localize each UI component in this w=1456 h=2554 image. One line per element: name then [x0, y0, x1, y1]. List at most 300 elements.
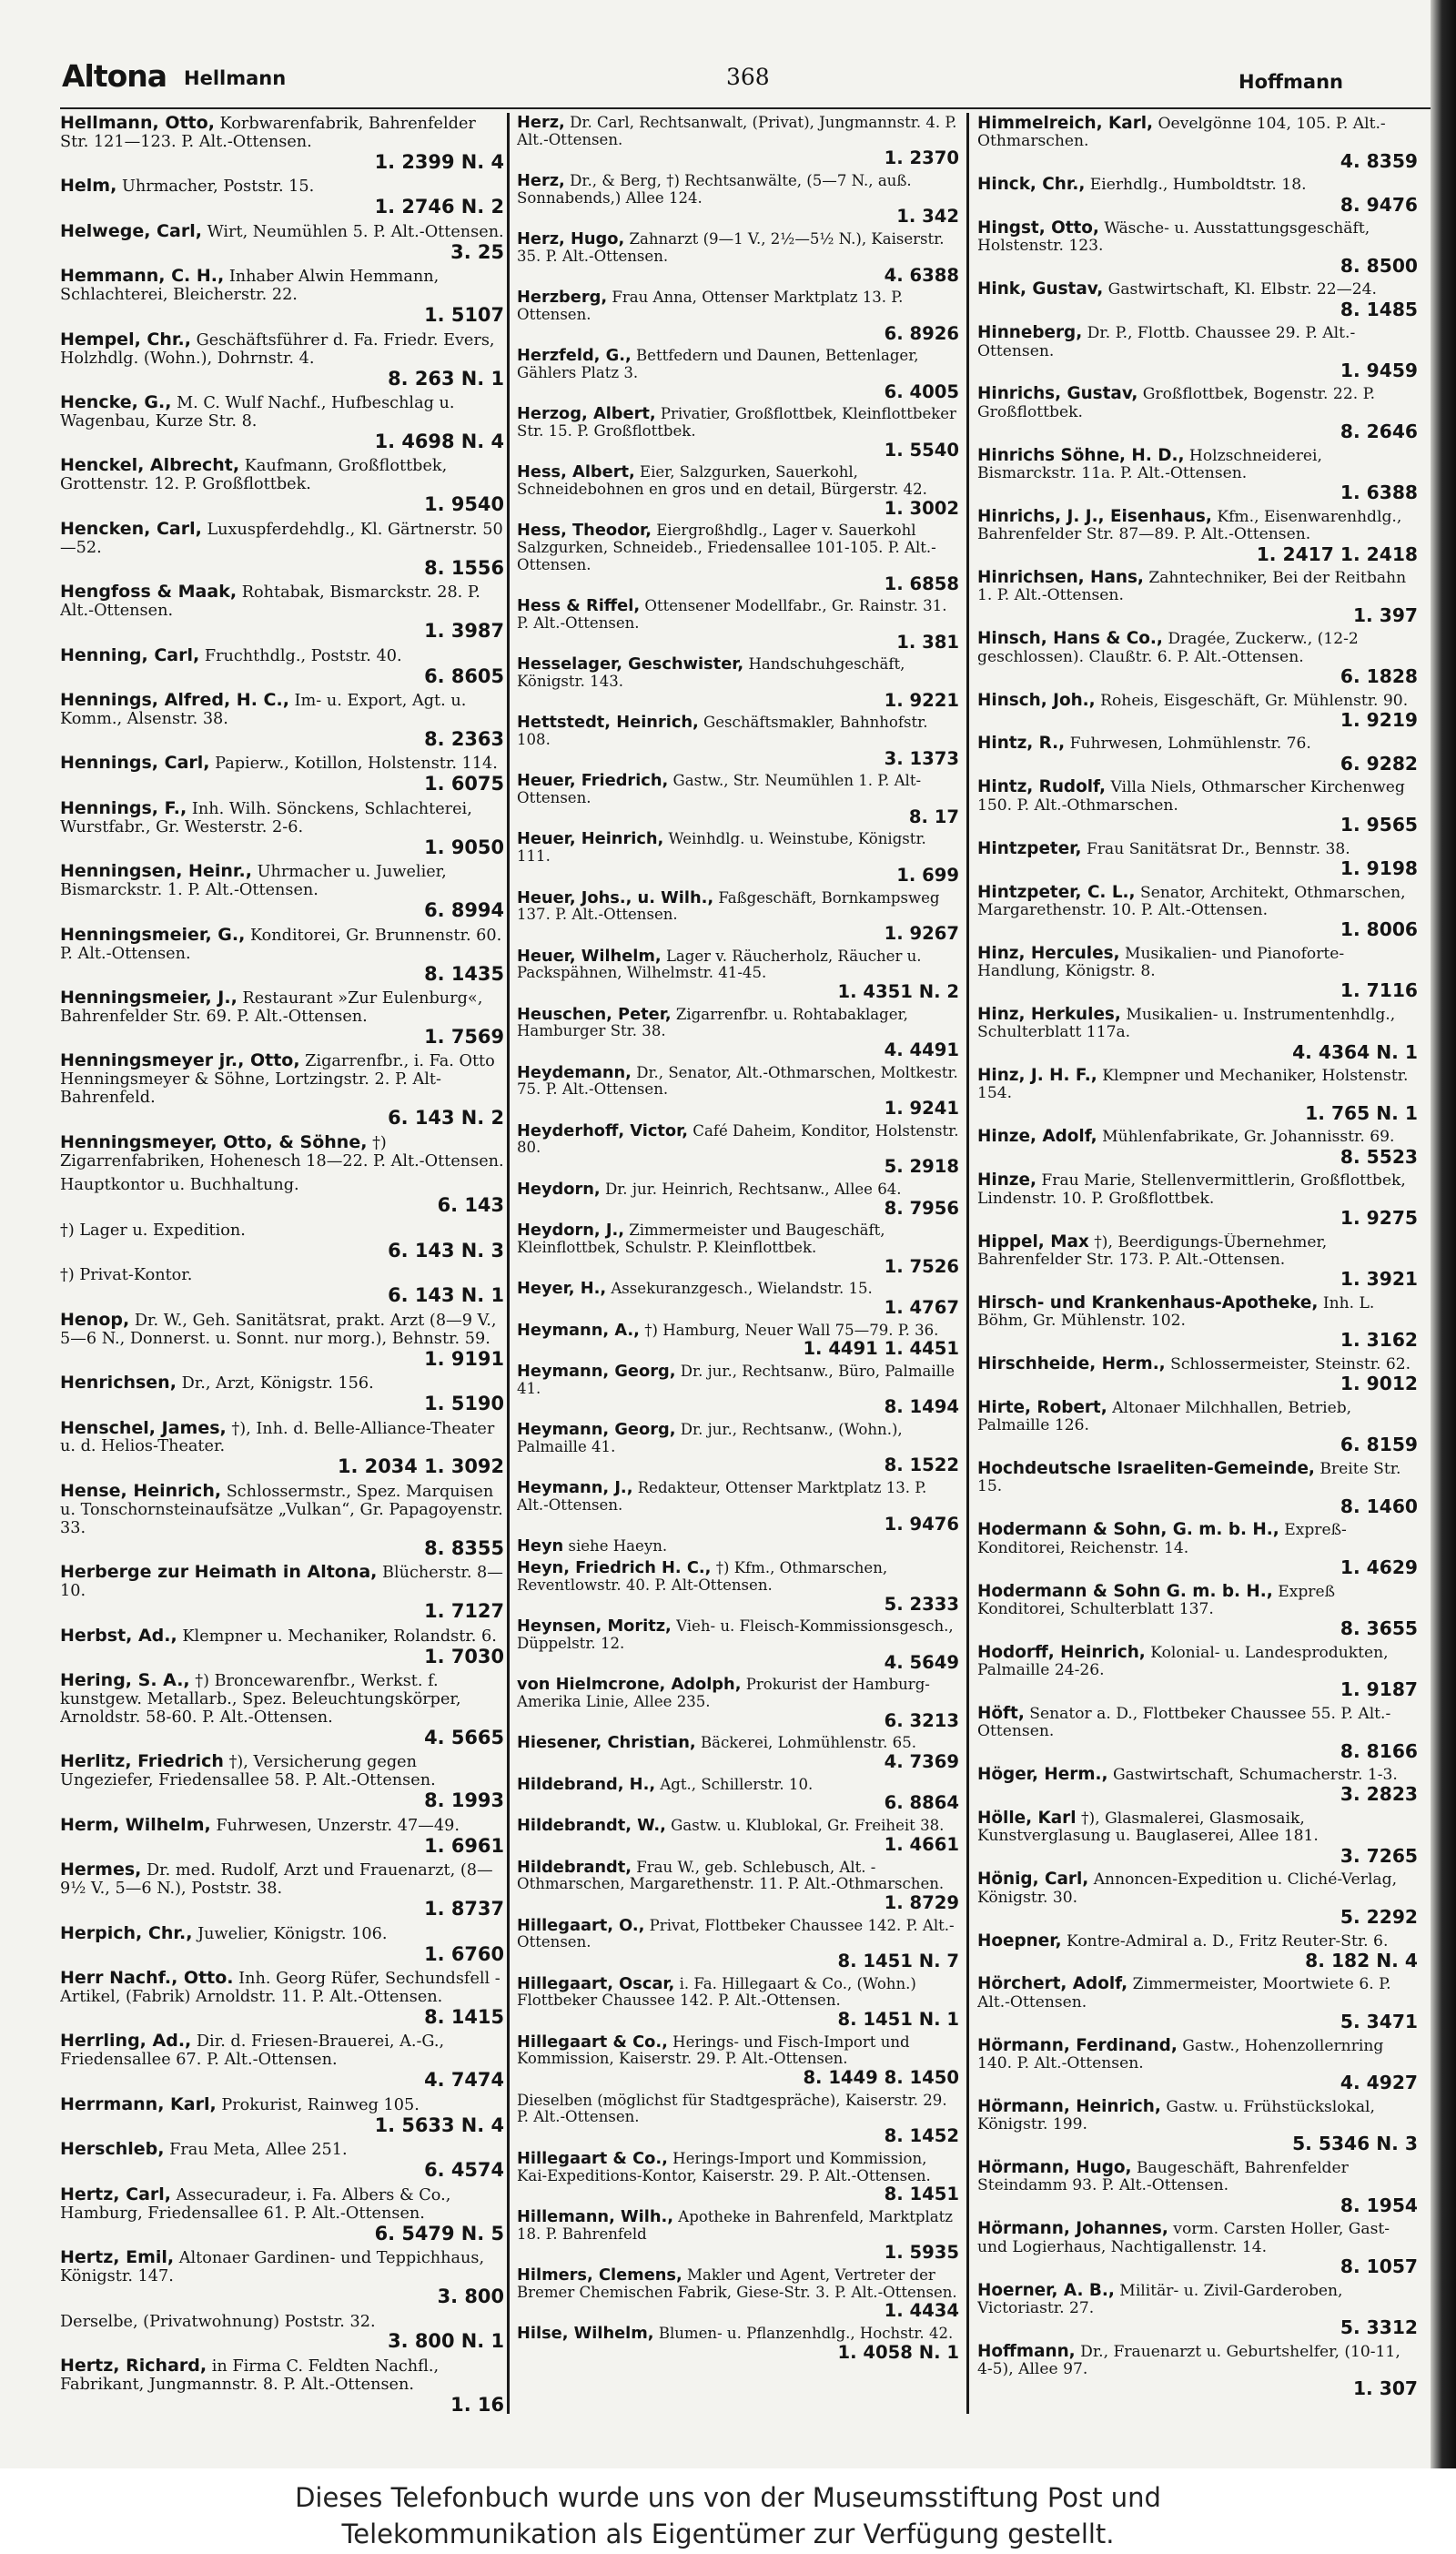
entry-name: Herrling, Ad.,: [60, 2032, 192, 2052]
directory-entry: [60, 800, 504, 858]
entry-details: Im- u. Export, Agt. u. Komm., Alsenstr. 38.: [60, 692, 467, 728]
entry-name: Hinrichs, J. J., Eisenhaus,: [977, 507, 1212, 526]
entry-name: Herm, Wilhelm,: [60, 1816, 211, 1835]
entry-phone-number: 1. 2746 N. 2: [374, 196, 504, 218]
entry-name: Hirsch- und Krankenhaus-Apotheke,: [977, 1293, 1319, 1312]
entry-phone-number: 1. 9241: [884, 1098, 959, 1119]
entry-phone-number: 8. 8355: [424, 1536, 504, 1559]
directory-entry: [977, 1171, 1418, 1228]
entry-phone-number: 8. 1993: [424, 1789, 504, 1812]
entry-details: Assekuranzgesch., Wielandstr. 15.: [611, 1281, 873, 1298]
entry-name: Hinze,: [977, 1171, 1036, 1191]
entry-phone-number: 1. 3162: [1340, 1329, 1418, 1351]
entry-details: Faßgeschäft, Bornkampsweg 137. P. Alt.-Ottensen.: [517, 889, 940, 924]
entry-name: Herlitz, Friedrich: [60, 1753, 224, 1772]
entry-details: Dr. Carl, Rechtsanwalt, (Privat), Jungmannstr. 4. P. Alt.-Ottensen.: [517, 115, 957, 148]
directory-entry: [977, 324, 1418, 380]
entry-phone-number: 6. 8994: [424, 899, 504, 921]
entry-details: Dr., & Berg, †) Rechtsanwälte, (5—7 N., auß. Sonnabends,) Allee 124.: [517, 173, 912, 207]
directory-entry: [60, 1374, 504, 1414]
entry-details: Café Daheim, Konditor, Holstenstr. 80.: [517, 1122, 959, 1157]
entry-name: Hilse, Wilhelm,: [517, 2326, 654, 2344]
entry-details: Ottensener Modellfabr., Gr. Rainstr. 31. P. Alt.-Ottensen.: [517, 598, 947, 632]
entry-phone-number: 8. 1451: [884, 2184, 959, 2204]
entry-details: Zahntechniker, Bei der Reitbahn 1. P. Alt.-Ottensen.: [977, 569, 1407, 605]
directory-entry: [977, 1975, 1418, 2032]
entry-details: Bettfedern und Daunen, Bettenlager, Gählers Platz 3.: [517, 348, 919, 381]
entry-details: Annoncen-Expedition u. Cliché-Verlag, Königstr. 30.: [977, 1870, 1398, 1907]
entry-name: Hörmann, Hugo,: [977, 2159, 1132, 2178]
entry-details: Konditorei, Gr. Brunnenstr. 60. P. Alt.-Ottensen.: [60, 926, 502, 963]
entry-details: Altonaer Milchhallen, Betrieb, Palmaille 126.: [977, 1398, 1352, 1435]
entry-name: Henningsen, Heinr.,: [60, 863, 252, 882]
directory-entry: [517, 1735, 959, 1771]
entry-name: Hilmers, Clemens,: [517, 2266, 682, 2285]
entry-details: Fruchthdlg., Poststr. 40.: [204, 646, 402, 665]
entry-name: Henningsmeyer jr., Otto,: [60, 1052, 300, 1071]
entry-details: Breite Str. 15.: [977, 1460, 1401, 1496]
entry-details: †), Versicherung gegen Ungeziefer, Friedensallee 58. P. Alt.-Ottensen.: [60, 1753, 436, 1790]
entry-details: Uhrmacher u. Juwelier, Bismarckstr. 1. P. Alt.-Ottensen.: [60, 863, 447, 900]
entry-name: Herschleb,: [60, 2141, 165, 2160]
entry-name: Henningsmeier, G.,: [60, 926, 246, 945]
entry-name: Hempel, Chr.,: [60, 330, 191, 350]
entry-details: M. C. Wulf Nachf., Hufbeschlag u. Wagenbau, Kurze Str. 8.: [60, 394, 455, 431]
directory-entry: [977, 1644, 1418, 1700]
entry-phone-number: 1. 342: [896, 206, 959, 227]
entry-details: Gastw. u. Klublokal, Gr. Freiheit 38.: [671, 1818, 945, 1835]
entry-name: Heydemann,: [517, 1064, 632, 1082]
footer-line-1: Dieses Telefonbuch wurde uns von der Museumsstiftung Post und: [295, 2482, 1161, 2513]
entry-details: Geschäftsführer d. Fa. Friedr. Evers, Holzhdlg. (Wohn.), Dohrnstr. 4.: [60, 330, 495, 368]
directory-entry: [977, 1809, 1418, 1866]
entry-name: Hertz, Carl,: [60, 2185, 171, 2204]
entry-name: Heyn, Friedrich H. C.,: [517, 1560, 712, 1578]
entry-details: Dr., Senator, Alt.-Othmarschen, Moltkestr. 75. P. Alt.-Ottensen.: [517, 1064, 958, 1099]
entry-details: Apotheke in Bahrenfeld, Marktplatz 18. P. Bahrenfeld: [517, 2208, 954, 2243]
entry-details: Kaufmann, Großflottbek, Grottenstr. 12. P. Großflottbek.: [60, 457, 448, 494]
entry-details: Dr. W., Geh. Sanitätsrat, prakt. Arzt (8—9 V., 5—6 N., Donnerst. u. Sonnt. nur morg.), Behnstr. 59.: [60, 1311, 497, 1348]
entry-name: Heuer, Friedrich,: [517, 773, 669, 791]
entry-phone-number: 1. 9221: [884, 689, 959, 710]
entry-name: Hintz, R.,: [977, 735, 1066, 754]
entry-phone-number: 8. 3655: [1340, 1617, 1418, 1639]
directory-entry: [60, 1483, 504, 1559]
entry-details: †) Privat-Kontor.: [60, 1266, 193, 1285]
directory-entry: [977, 1932, 1418, 1971]
directory-entry: [517, 598, 959, 652]
entry-phone-number: 1. 4661: [884, 1833, 959, 1855]
entry-details: Zigarrenfbr. u. Rohtabaklager, Hamburger Str. 38.: [517, 1006, 908, 1040]
entry-details: Privat, Flottbeker Chaussee 142. P. Alt.-Ottensen.: [517, 1917, 955, 1951]
entry-phone-number: 1. 5107: [424, 304, 504, 326]
entry-name: Hochdeutsche Israeliten-Gemeinde,: [977, 1460, 1315, 1479]
entry-phone-number: 4. 7474: [424, 2069, 504, 2092]
scan-edge-shadow: [1431, 0, 1456, 2468]
directory-entry: [977, 2159, 1418, 2215]
directory-entry: [60, 1176, 504, 1216]
entry-name: Hörmann, Johannes,: [977, 2220, 1168, 2239]
entry-phone-number: 8. 1449 8. 1450: [803, 2067, 959, 2088]
entry-phone-number: 8. 2646: [1340, 421, 1418, 442]
directory-entry: [517, 1181, 959, 1218]
directory-entry: [60, 268, 504, 326]
entry-name: Hinrichs, Gustav,: [977, 385, 1138, 404]
column-3: [977, 115, 1418, 2417]
entry-details: Villa Niels, Othmarscher Kirchenweg 150. P. Alt.-Othmarschen.: [977, 778, 1405, 815]
entry-phone-number: 1. 9219: [1340, 708, 1418, 730]
entry-details: Gastwirtschaft, Kl. Elbstr. 22—24.: [1107, 280, 1378, 299]
directory-entry: [977, 1006, 1418, 1062]
entry-phone-number: 1. 9275: [1340, 1206, 1418, 1228]
entry-phone-number: 8. 182 N. 4: [1305, 1949, 1418, 1971]
entry-name: Hettstedt, Heinrich,: [517, 715, 699, 733]
entry-name: von Hielmcrone, Adolph,: [517, 1677, 742, 1695]
entry-phone-number: 1. 9050: [424, 836, 504, 858]
entry-details: Zimmermeister und Baugeschäft, Kleinflottbek, Schulstr. P. Kleinflottbek.: [517, 1222, 885, 1256]
directory-entry: [517, 522, 959, 593]
entry-name: Heydorn,: [517, 1181, 601, 1199]
entry-phone-number: 4. 4491: [884, 1039, 959, 1060]
directory-entry: [60, 223, 504, 263]
entry-details: Redakteur, Ottenser Marktplatz 13. P. Alt.-Ottensen.: [517, 1480, 927, 1514]
entry-details: Oevelgönne 104, 105. P. Alt.-Othmarschen.: [977, 115, 1386, 151]
entry-name: Herbst, Ad.,: [60, 1627, 177, 1646]
entry-phone-number: 6. 8926: [884, 322, 959, 343]
entry-name: Heymann, Georg,: [517, 1363, 676, 1381]
directory-entry: [977, 176, 1418, 214]
entry-name: Henning, Carl,: [60, 646, 200, 665]
entry-name: Herz, Hugo,: [517, 231, 625, 249]
entry-phone-number: 3. 1373: [884, 747, 959, 769]
directory-entry: [517, 1065, 959, 1119]
entry-details: i. Fa. Hillegaart & Co., (Wohn.) Flottbeker Chaussee 142. P. Alt.-Ottensen.: [517, 1975, 916, 2010]
entry-name: Heuer, Wilhelm,: [517, 948, 662, 966]
entry-details: †), Beerdigungs-Übernehmer, Bahrenfelder Str. 173. P. Alt.-Ottensen.: [977, 1232, 1328, 1269]
entry-phone-number: 8. 2363: [424, 727, 504, 750]
directory-entry: [977, 1460, 1418, 1516]
entry-phone-number: 4. 4927: [1340, 2072, 1418, 2093]
entry-details: Kontre-Admiral a. D., Fritz Reuter-Str. 6.: [1067, 1931, 1389, 1951]
entry-name: Hillegaart & Co.,: [517, 2150, 668, 2168]
entry-details: Gastw., Str. Neumühlen 1. P. Alt-Ottensen.: [517, 773, 922, 807]
entry-phone-number: 1. 6760: [424, 1942, 504, 1965]
directory-entry: [977, 1128, 1418, 1166]
entry-details: Zimmermeister, Moortwiete 6. P. Alt.-Ottensen.: [977, 1975, 1391, 2012]
directory-entry: [60, 863, 504, 921]
entry-name: Henschel, James,: [60, 1419, 227, 1438]
page-number: 368: [726, 64, 770, 90]
entry-name: Heuer, Heinrich,: [517, 831, 664, 849]
entry-phone-number: 8. 8166: [1340, 1739, 1418, 1761]
directory-entry: [977, 1870, 1418, 1927]
entry-details: Altonaer Gardinen- und Teppichhaus, Königstr. 147.: [60, 2249, 485, 2286]
entry-name: Heyn: [517, 1538, 564, 1556]
entry-details: Blumen- u. Pflanzenhdlg., Hochstr. 42.: [658, 2326, 954, 2343]
entry-name: Herzfeld, G.,: [517, 348, 632, 366]
page-header: [62, 58, 1343, 104]
entry-details: †) Zigarrenfabriken, Hohenesch 18—22. P. Alt.-Ottensen.: [60, 1133, 504, 1171]
entry-phone-number: 6. 143 N. 1: [388, 1284, 504, 1306]
entry-details: Dieselben (möglichst für Stadtgespräche), Kaiserstr. 29. P. Alt.-Ottensen.: [517, 2092, 947, 2126]
entry-name: Hildebrandt, W.,: [517, 1818, 666, 1836]
entry-details: Agt., Schillerstr. 10.: [660, 1776, 814, 1793]
entry-phone-number: 8. 1485: [1340, 298, 1418, 319]
entry-name: Hinz, J. H. F.,: [977, 1067, 1097, 1086]
directory-entry: [517, 1976, 959, 2030]
directory-entry: [517, 348, 959, 401]
entry-phone-number: 6. 143 N. 2: [388, 1107, 504, 1130]
entry-details: Frau Meta, Allee 251.: [169, 2141, 348, 2160]
entry-name: Hess & Riffel,: [517, 598, 641, 616]
directory-entry: [517, 1860, 959, 1913]
directory-entry: [60, 115, 504, 173]
directory-entry: [977, 219, 1418, 276]
entry-name: Hingst, Otto,: [977, 219, 1099, 238]
entry-details: Expreß Konditorei, Schulterblatt 137.: [977, 1582, 1336, 1618]
entry-name: Hermes,: [60, 1861, 142, 1880]
entry-details: †) Hamburg, Neuer Wall 75—79. P. 36.: [644, 1322, 939, 1339]
entry-phone-number: 3. 7265: [1340, 1844, 1418, 1866]
directory-entry: [60, 1221, 504, 1262]
entry-details: Gastw., Hohenzollernring 140. P. Alt.-Ottensen.: [977, 2036, 1384, 2073]
entry-details: Zahnarzt (9—1 V., 2½—5½ N.), Kaiserstr. 35. P. Alt.-Ottensen.: [517, 231, 945, 265]
entry-phone-number: 1. 9540: [424, 493, 504, 516]
entry-phone-number: 1. 397: [1352, 603, 1418, 625]
entry-phone-number: 8. 5523: [1340, 1145, 1418, 1167]
entry-phone-number: 8. 9476: [1340, 193, 1418, 215]
entry-name: Höft,: [977, 1704, 1025, 1723]
entry-details: Klempner u. Mechaniker, Rolandstr. 6.: [182, 1627, 497, 1646]
entry-details: Herings-Import und Kommission, Kai-Expeditions-Kontor, Kaiserstr. 29. P. Alt.-Ottensen.: [517, 2150, 931, 2184]
entry-phone-number: 1. 307: [1352, 2377, 1418, 2399]
entry-name: Hennings, F.,: [60, 799, 187, 818]
entry-name: Hertz, Emil,: [60, 2249, 175, 2268]
entry-details: Inh. Georg Rüfer, Sechundsfell - Artikel, (Fabrik) Arnoldstr. 11. P. Alt.-Ottensen.: [60, 1970, 500, 2007]
entry-name: Hodermann & Sohn G. m. b. H.,: [977, 1582, 1273, 1601]
entry-name: Herzberg,: [517, 289, 608, 308]
entry-phone-number: 1. 4351 N. 2: [837, 980, 959, 1002]
directory-entry: [977, 1233, 1418, 1290]
directory-entry: [60, 2313, 504, 2353]
directory-entry: [977, 2220, 1418, 2276]
directory-entry: [60, 1672, 504, 1748]
entry-phone-number: 1. 5633 N. 4: [374, 2113, 504, 2136]
entry-phone-number: 5. 2292: [1340, 1905, 1418, 1927]
entry-name: Herberge zur Heimath in Altona,: [60, 1564, 378, 1583]
entry-name: Hinz, Hercules,: [977, 944, 1120, 963]
entry-name: Hink, Gustav,: [977, 280, 1104, 299]
entry-details: Lager v. Räucherholz, Räucher u. Packspähnen, Wilhelmstr. 41-45.: [517, 948, 922, 982]
entry-phone-number: 1. 8729: [884, 1891, 959, 1913]
entry-phone-number: 6. 3213: [884, 1709, 959, 1731]
directory-entry: [60, 692, 504, 750]
entry-phone-number: 6. 4574: [424, 2159, 504, 2182]
entry-name: Hering, S. A.,: [60, 1672, 190, 1691]
entry-details: Frau Marie, Stellenvermittlerin, Großflottbek, Lindenstr. 10. P. Großflottbek.: [977, 1171, 1406, 1208]
directory-entry: [60, 1925, 504, 1965]
directory-entry: [977, 1766, 1418, 1804]
directory-entry: [517, 656, 959, 710]
entry-phone-number: 8. 1057: [1340, 2255, 1418, 2276]
directory-entry: [60, 1627, 504, 1667]
entry-phone-number: 1. 7116: [1340, 979, 1418, 1001]
entry-details: Juwelier, Königstr. 106.: [197, 1924, 388, 1943]
entry-name: Hörmann, Ferdinand,: [977, 2036, 1178, 2055]
directory-entry: [517, 831, 959, 885]
entry-phone-number: 1. 2417 1. 2418: [1256, 542, 1418, 564]
directory-entry: [60, 1266, 504, 1306]
entry-phone-number: 8. 1954: [1340, 2194, 1418, 2215]
entry-details: Makler und Agent, Vertreter der Bremer Chemischen Fabrik, Giese-Str. 3. P. Alt.-Ottensen.: [517, 2266, 957, 2301]
entry-phone-number: 1. 381: [896, 631, 959, 652]
entry-phone-number: 6. 4005: [884, 380, 959, 401]
entry-details: Eier, Salzgurken, Sauerkohl, Schneidebohnen en gros und en detail, Bürgerstr. 42.: [517, 464, 927, 499]
entry-phone-number: 5. 2333: [884, 1593, 959, 1614]
entry-details: Dr., Arzt, Königstr. 156.: [181, 1374, 374, 1394]
entry-details: Dr., Frauenarzt u. Geburtshelfer, (10-11, 4-5), Allee 97.: [977, 2342, 1400, 2379]
entry-name: Helm,: [60, 177, 117, 197]
directory-entry: [517, 1281, 959, 1317]
entry-phone-number: 1. 9459: [1340, 359, 1418, 380]
directory-entry: [517, 1677, 959, 1730]
directory-entry: [60, 457, 504, 515]
first-entry-guide: Hellmann: [184, 67, 287, 89]
entry-phone-number: 1. 9565: [1340, 814, 1418, 836]
directory-entry: [977, 1521, 1418, 1577]
entry-details: Schlossermstr., Spez. Marquisen u. Tonschornsteinaufsätze „Vulkan“, Gr. Papagoyenstr. 33.: [60, 1482, 503, 1537]
entry-name: Hess, Theodor,: [517, 522, 652, 541]
directory-entry: [517, 773, 959, 826]
directory-entry: [60, 1420, 504, 1478]
directory-entry: [60, 2032, 504, 2091]
entry-name: Hense, Heinrich,: [60, 1482, 222, 1501]
entry-name: Hencken, Carl,: [60, 520, 202, 539]
entry-phone-number: 4. 4364 N. 1: [1292, 1040, 1418, 1062]
entry-phone-number: 8. 1556: [424, 556, 504, 579]
directory-entry: [60, 989, 504, 1048]
entry-details: Handschuhgeschäft, Königstr. 143.: [517, 656, 905, 690]
column-divider: [966, 113, 969, 2414]
entry-details: Frau W., geb. Schlebusch, Alt. - Othmarschen, Margarethenstr. 11. P. Alt.-Othmarschen.: [517, 1859, 945, 1893]
entry-name: Hirschheide, Herm.,: [977, 1354, 1166, 1373]
footer-notice: [0, 2468, 1456, 2554]
entry-phone-number: 8. 1451 N. 1: [837, 2009, 959, 2030]
entry-phone-number: 1. 4767: [884, 1296, 959, 1318]
directory-entry: [517, 231, 959, 285]
entry-phone-number: 1. 6075: [424, 773, 504, 796]
directory-entry: [60, 1861, 504, 1920]
directory-entry: [977, 2343, 1418, 2399]
directory-entry: [517, 1422, 959, 1475]
entry-details: Derselbe, (Privatwohnung) Poststr. 32.: [60, 2312, 376, 2331]
header-rule: [60, 107, 1436, 109]
entry-name: Hertz, Richard,: [60, 2356, 207, 2376]
entry-details: Prokurist der Hamburg-Amerika Linie, Allee 235.: [517, 1677, 930, 1711]
entry-phone-number: 5. 3312: [1340, 2316, 1418, 2338]
directory-entry: [977, 1399, 1418, 1455]
entry-name: Hörchert, Adolf,: [977, 1975, 1128, 1994]
entry-phone-number: 8. 1435: [424, 962, 504, 985]
entry-details: Dr. jur. Heinrich, Rechtsanw., Allee 64.: [604, 1181, 902, 1198]
last-entry-guide: Hoffmann: [1239, 71, 1343, 93]
entry-name: Heymann, A.,: [517, 1322, 640, 1340]
entry-name: Hillegaart, Oscar,: [517, 1975, 675, 1993]
entry-phone-number: 1. 4058 N. 1: [837, 2341, 959, 2363]
entry-phone-number: 5. 3471: [1340, 2011, 1418, 2032]
entry-details: Mühlenfabrikate, Gr. Johannisstr. 69.: [1102, 1128, 1395, 1147]
entry-name: Herpich, Chr.,: [60, 1924, 193, 1943]
entry-name: Hillegaart & Co.,: [517, 2033, 668, 2052]
entry-phone-number: 8. 17: [908, 806, 959, 827]
entry-name: Hesselager, Geschwister,: [517, 656, 744, 674]
entry-phone-number: 1. 4629: [1340, 1556, 1418, 1577]
entry-phone-number: 6. 8864: [884, 1792, 959, 1813]
directory-entry: [977, 778, 1418, 835]
entry-phone-number: 1. 9476: [884, 1513, 959, 1534]
entry-details: Prokurist, Rainweg 105.: [221, 2095, 420, 2114]
entry-phone-number: 1. 7569: [424, 1025, 504, 1048]
entry-name: Hodermann & Sohn, G. m. b. H.,: [977, 1521, 1279, 1540]
entry-details: †), Inh. d. Belle-Alliance-Theater u. d. Helios-Theater.: [60, 1419, 495, 1456]
directory-entry: [60, 1312, 504, 1370]
directory-entry: [977, 385, 1418, 441]
directory-entry: [60, 755, 504, 795]
entry-phone-number: 1. 765 N. 1: [1305, 1101, 1418, 1123]
entry-details: Klempner und Mechaniker, Holstenstr. 154.: [977, 1067, 1409, 1103]
directory-entry: [517, 1222, 959, 1276]
entry-phone-number: 6. 9282: [1340, 752, 1418, 774]
entry-phone-number: 3. 2823: [1340, 1783, 1418, 1805]
directory-entry: [517, 2209, 959, 2263]
entry-details: Fuhrwesen, Unzerstr. 47—49.: [216, 1816, 460, 1835]
entry-name: Heydorn, J.,: [517, 1222, 624, 1241]
entry-name: Hinck, Chr.,: [977, 176, 1086, 195]
directory-entry: [977, 1355, 1418, 1394]
entry-details: Dragée, Zuckerw., (12-2 geschlossen). Claußtr. 6. P. Alt.-Ottensen.: [977, 630, 1359, 666]
entry-name: Hoerner, A. B.,: [977, 2281, 1115, 2300]
directory-entry: [977, 569, 1418, 625]
directory-entry: [517, 2151, 959, 2204]
entry-details: Musikalien- u. Instrumentenhdlg., Schulterblatt 117a.: [977, 1005, 1396, 1042]
directory-entry: [977, 2098, 1418, 2154]
entry-name: Henckel, Albrecht,: [60, 457, 240, 476]
directory-entry: [977, 945, 1418, 1001]
entry-details: Inh. L. Böhm, Gr. Mühlenstr. 102.: [977, 1293, 1375, 1331]
entry-name: Hellmann, Otto,: [60, 115, 215, 133]
entry-details: Blücherstr. 8—10.: [60, 1564, 503, 1601]
entry-phone-number: 8. 1494: [884, 1396, 959, 1417]
entry-phone-number: 1. 4434: [884, 2300, 959, 2321]
entry-phone-number: 8. 1451 N. 7: [837, 1950, 959, 1971]
entry-details: Assecuradeur, i. Fa. Albers & Co., Hamburg, Friedensallee 61. P. Alt.-Ottensen.: [60, 2185, 451, 2223]
entry-phone-number: 4. 7369: [884, 1751, 959, 1772]
entry-name: Hengfoss & Maak,: [60, 583, 238, 603]
entry-details: Senator, Architekt, Othmarschen, Margarethenstr. 10. P. Alt.-Ottensen.: [977, 883, 1406, 919]
entry-phone-number: 3. 800 N. 1: [388, 2330, 504, 2353]
entry-name: Herz,: [517, 173, 565, 191]
entry-name: Hodorff, Heinrich,: [977, 1643, 1146, 1662]
directory-entry: [60, 2141, 504, 2181]
directory-entry: [517, 1538, 959, 1556]
entry-phone-number: 1. 6961: [424, 1834, 504, 1857]
directory-entry: [517, 464, 959, 518]
directory-entry: [977, 1067, 1418, 1123]
directory-entry: [517, 2034, 959, 2088]
entry-name: Hillemann, Wilh.,: [517, 2208, 673, 2226]
directory-entry: [517, 289, 959, 343]
directory-entry: [517, 715, 959, 768]
